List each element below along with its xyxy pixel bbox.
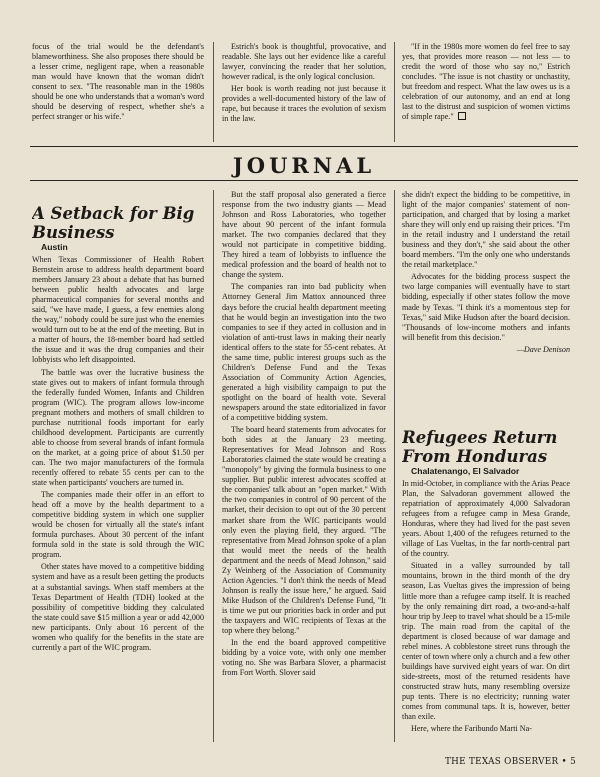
paragraph: The board heard statements from advocates for both sides at the January 23 meeting. Representatives for Mead Johnson and Ross Laboratories claimed the state would be creating a "monopoly" by giving the formula business to one supplier. But public interest advocates scoffed at the companies' talk about an "open market." With the two companies in control of 90 percent of the market, their decision to opt out of the 30 percent market share from the WIC participants would only even the playing field, they argued. "The representative from Mead Johnson spoke of a plan that would meet the needs of the health department and the needs of Mead Johnson," said Zy Weinberg of the Association of Community Action Agencies. "I don't think the needs of Mead Johnson is really the issue here," he argued. Said Mike Hudson of the Children's Defense Fund, "It is time we put our priorities back in order and put the taxpayers and WIC recipients of Texas at the top where they belong." bbox=[222, 425, 386, 636]
paragraph: she didn't expect the bidding to be competitive, in light of the major companies' statement of non-participation, and charged that by losing a market share they will only end up raising their prices. "I'm in the retail industry and I understand the retail business and they don't," she said about the other board members. "I'm the only one who understands the retail marketplace." bbox=[402, 190, 570, 270]
section-rule bbox=[30, 146, 578, 147]
paragraph bbox=[402, 42, 570, 122]
article2-dateline: Chalatenango, El Salvador bbox=[411, 466, 520, 476]
top-column-3 bbox=[402, 42, 570, 142]
article1-column-2 bbox=[222, 190, 386, 742]
article1-dateline: Austin bbox=[41, 242, 68, 252]
paragraph: But the staff proposal also generated a fierce response from the two industry giants — Mead Johnson and Ross Laboratories, who together have about 90 percent of the infant formula market. The two companies declared that they would not participate in competitive bidding. They hired a team of lobbyists to influence the medical profession and the board of health not to change the system. bbox=[222, 190, 386, 280]
paragraph: Situated in a valley surrounded by tall mountains, brown in the third month of the dry season, Las Vueltas gives the impression of being little more than a refugee camp itself. It is reached by the only remaining dirt road, a two-and-a-half hour trip by Jeep to travel what should be a 15-mile trip. The main road from the capital of the department is closed because of war damage and rebel mines. A cobblestone street runs through the center of town where only a church and a few other buildings have survived eight years of war. On dirt side-streets, most of the returned residents have constructed straw huts, many resembling oversize pup tents. There is no electricity; running water comes from communal taps. It is, however, better than exile. bbox=[402, 561, 570, 722]
paragraph: The companies ran into bad publicity when Attorney General Jim Mattox announced three days before the crucial health department meeting that he would begin an investigation into the two companies to see if they acted in collusion and in violation of anti-trust laws in making their nearly identical offers to the state for 55-cent rebates. At the same time, public interest groups such as the Children's Defense Fund and the Texas Association of Community Action Agencies, generated a high visibility campaign to put the spotlight on the board of health vote. Several newspapers around the state editorialized in favor of a competitive bidding system. bbox=[222, 282, 386, 423]
column-rule bbox=[394, 190, 395, 742]
article1-column-3 bbox=[402, 190, 570, 376]
top-column-2 bbox=[222, 42, 386, 142]
column-rule bbox=[213, 190, 214, 742]
paragraph: In mid-October, in compliance with the Arias Peace Plan, the Salvadoran government allowed the repatriation of approximately 4,000 Salvadoran refugees from a refugee camp in Mesa Grande, Honduras, where they had lived for the past seven years. About 1,400 of the refugees returned to the village of Las Vueltas, in the far north-central part of the country. bbox=[402, 479, 570, 559]
paragraph: Advocates for the bidding process suspect the two large companies will eventually have to start bidding, especially if other states follow the move made by Texas. "I think it's a momentous step for Texas," said Mike Hudson after the board decision. "Thousands of low-income mothers and infants will benefit from this decision." bbox=[402, 272, 570, 342]
column-rule bbox=[213, 42, 214, 142]
article2-headline: Refugees Return From Honduras bbox=[402, 428, 558, 466]
paragraph: focus of the trial would be the defendant's blameworthiness. She also proposes there should be a lesser crime, negligent rape, when a reasonable man would have known that the woman didn't consent to sex. "The reasonable man in the 1980s should be one who understands that a woman's word should be deserving of respect, whether she's a perfect stranger or his wife." bbox=[32, 42, 204, 122]
paragraph: The battle was over the lucrative business the state gives out to makers of infant formula through the federally funded Women, Infants and Children program (WIC). The program allows low-income pregnant mothers and mothers of small children to purchase nutritional foods important for early childhood development. Participants are currently able to choose from several brands of infant formula on the market, at a going price of about $1.50 per can. The two major manufacturers of the formula recently offered to rebate 55 cents per can to the state when participants' vouchers are turned in. bbox=[32, 367, 204, 488]
masthead-rule bbox=[30, 180, 578, 181]
article1-signature: —Dave Denison bbox=[516, 344, 570, 354]
article1-column-1 bbox=[32, 204, 204, 734]
article2-column bbox=[402, 428, 570, 746]
article1-headline: A Setback for Big Business bbox=[32, 204, 195, 242]
end-mark-icon bbox=[458, 112, 466, 120]
top-column-1 bbox=[32, 42, 204, 142]
paragraph: The companies made their offer in an effort to head off a move by the health department to a competitive bidding system in which one supplier would be chosen for virtually all the state's infant formula purchases. About 30 percent of the infant formula sold in the state is sold through the WIC program. bbox=[32, 490, 204, 560]
paragraph-text: "If in the 1980s more women do feel free to say yes, that provides more reason — not less — to credit the word of those who say no," Estrich concludes. "The issue is not chastity or unchastity, but freedom and respect. What the law owes us is a celebration of our autonomy, and an end at long last to the distrust and suspicion of women victims of simple rape." bbox=[402, 42, 570, 122]
page-footer: THE TEXAS OBSERVER • 5 bbox=[445, 757, 576, 767]
column-rule bbox=[394, 42, 395, 142]
section-masthead: JOURNAL bbox=[232, 153, 376, 178]
paragraph: In the end the board approved competitive bidding by a voice vote, with only one member voting no. She was Barbara Slover, a pharmacist from Fort Worth. Slover said bbox=[222, 638, 386, 678]
paragraph: Here, where the Faribundo Marti Na- bbox=[411, 724, 532, 734]
paragraph: Estrich's book is thoughtful, provocative, and readable. She lays out her evidence like a careful lawyer, convincing the reader that her solution, however radical, is the only logical conclusion. bbox=[222, 42, 386, 82]
paragraph: Her book is worth reading not just because it provides a well-documented history of the law of rape, but because it traces the evolution of sexism in the law. bbox=[222, 84, 386, 124]
paragraph: When Texas Commissioner of Health Robert Bernstein arose to address health department board members January 23 about a debate that has burned between public health advocates and large pharmaceutical companies for several months and said, "we have made, I guess, a few enemies along the way," nobody could be sure just who the enemies would turn out to be at the end of the meeting. But in a matter of hours, the 18-member board had settled the issue and it was the drug companies and their lobbyists who left disappointed. bbox=[32, 255, 204, 365]
paragraph: Other states have moved to a competitive bidding system and have as a result been getting the products at a substantial savings. When staff members at the Texas Department of Health (TDH) looked at the possibility of competitive bidding they calculated the state could save $15 million a year or add 42,000 new participants. Only about 16 percent of the women who qualify for the benefits in the state are currently a part of the WIC program. bbox=[32, 562, 204, 652]
